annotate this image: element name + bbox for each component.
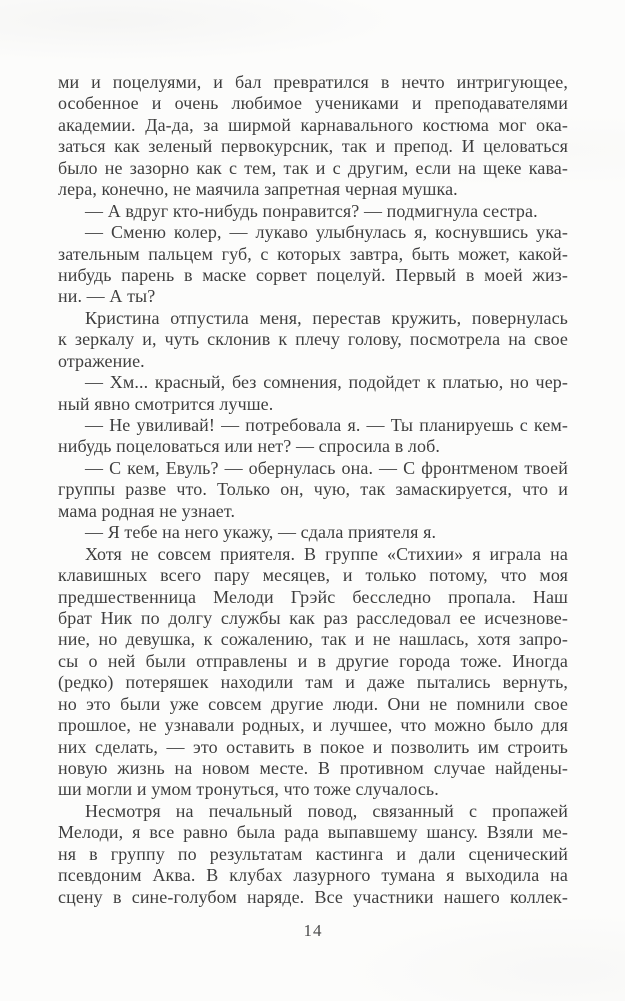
- text-line: отражение.: [58, 350, 145, 371]
- text-line: прошлое, не узнавали родных, и лучшее, что можно было для: [58, 715, 568, 736]
- text-line: ми и поцелуями, и бал превратился в нечто интригующее,: [58, 72, 568, 92]
- text-line: — С кем, Евуль? — обернулась она. — С фронтменом твоей: [85, 457, 568, 478]
- text-line: — Я тебе на него укажу, — сдала приятеля я.: [85, 522, 437, 543]
- text-line: сцену в сине-голубом наряде. Все участники нашего коллек-: [58, 886, 568, 907]
- text-line: лера, конечно, не маячила запретная черная мушка.: [58, 179, 458, 200]
- text-line: сы о ней были отправлены и в другие города тоже. Иногда: [58, 650, 568, 671]
- text-block: [58, 72, 568, 908]
- text-line: Несмотря на печальный повод, связанный с пропажей: [85, 800, 568, 821]
- text-line: брат Ник по долгу службы как раз расследовал ее исчезнове-: [58, 607, 568, 628]
- text-line: ние, но девушка, к сожалению, так и не нашлась, хотя запро-: [58, 629, 568, 650]
- text-line: нибудь поцеловаться или нет? — спросила в лоб.: [58, 436, 440, 457]
- text-line: но это были уже совсем другие люди. Они не помнили свое: [58, 693, 568, 714]
- text-line: Хотя не совсем приятеля. В группе «Стихии» я играла на: [85, 543, 568, 564]
- text-line: нибудь парень в маске сорвет поцелуй. Первый в моей жиз-: [58, 264, 568, 285]
- text-line: было не зазорно как с тем, так и с другим, если на щеке кава-: [58, 157, 568, 178]
- text-line: предшественница Мелоди Грэйс бесследно пропала. Наш: [58, 586, 568, 607]
- text-line: (редко) потеряшек находили там и даже пытались вернуть,: [58, 672, 568, 693]
- text-line: мама родная не узнает.: [58, 500, 236, 521]
- text-line: группы разве что. Только он, чую, так замаскируется, что и: [58, 479, 568, 500]
- text-line: зательным пальцем губ, с которых завтра, быть может, какой-: [58, 243, 568, 264]
- text-line: новую жизнь на новом месте. В противном случае найдены-: [58, 758, 568, 778]
- text-line: — Сменю колер, — лукаво улыбнулась я, коснувшись ука-: [85, 222, 568, 243]
- text-line: особенное и очень любимое учениками и преподавателями: [58, 93, 568, 114]
- text-line: ный явно смотрится лучше.: [58, 393, 274, 414]
- text-line: — Не увиливай! — потребовала я. — Ты планируешь с кем-: [85, 415, 568, 435]
- text-line: — Хм... красный, без сомнения, подойдет к платью, но чер-: [85, 372, 568, 393]
- text-line: них сделать, — это оставить в покое и позволить им строить: [58, 736, 568, 757]
- text-line: академии. Да-да, за ширмой карнавального костюма мог ока-: [58, 114, 568, 135]
- page-number: 14: [303, 921, 323, 940]
- text-line: псевдоним Аква. В клубах лазурного тумана я выходила на: [58, 865, 568, 886]
- text-line: ни. — А ты?: [58, 286, 156, 307]
- text-line: — А вдруг кто-нибудь понравится? — подмигнула сестра.: [85, 200, 538, 221]
- text-line: клавишных всего пару месяцев, и только потому, что моя: [58, 565, 568, 586]
- text-line: к зеркалу и, чуть склонив к плечу голову, посмотрела на свое: [58, 329, 568, 350]
- text-line: Кристина отпустила меня, перестав кружить, повернулась: [85, 307, 568, 328]
- text-line: Мелоди, я все равно была рада выпавшему шансу. Взяли ме-: [58, 822, 568, 843]
- text-line: ня в группу по результатам кастинга и дали сценический: [58, 843, 568, 864]
- text-line: ши могли и умом тронуться, что тоже случалось.: [58, 779, 439, 800]
- text-line: заться как зеленый первокурсник, так и препод. И целоваться: [58, 136, 568, 157]
